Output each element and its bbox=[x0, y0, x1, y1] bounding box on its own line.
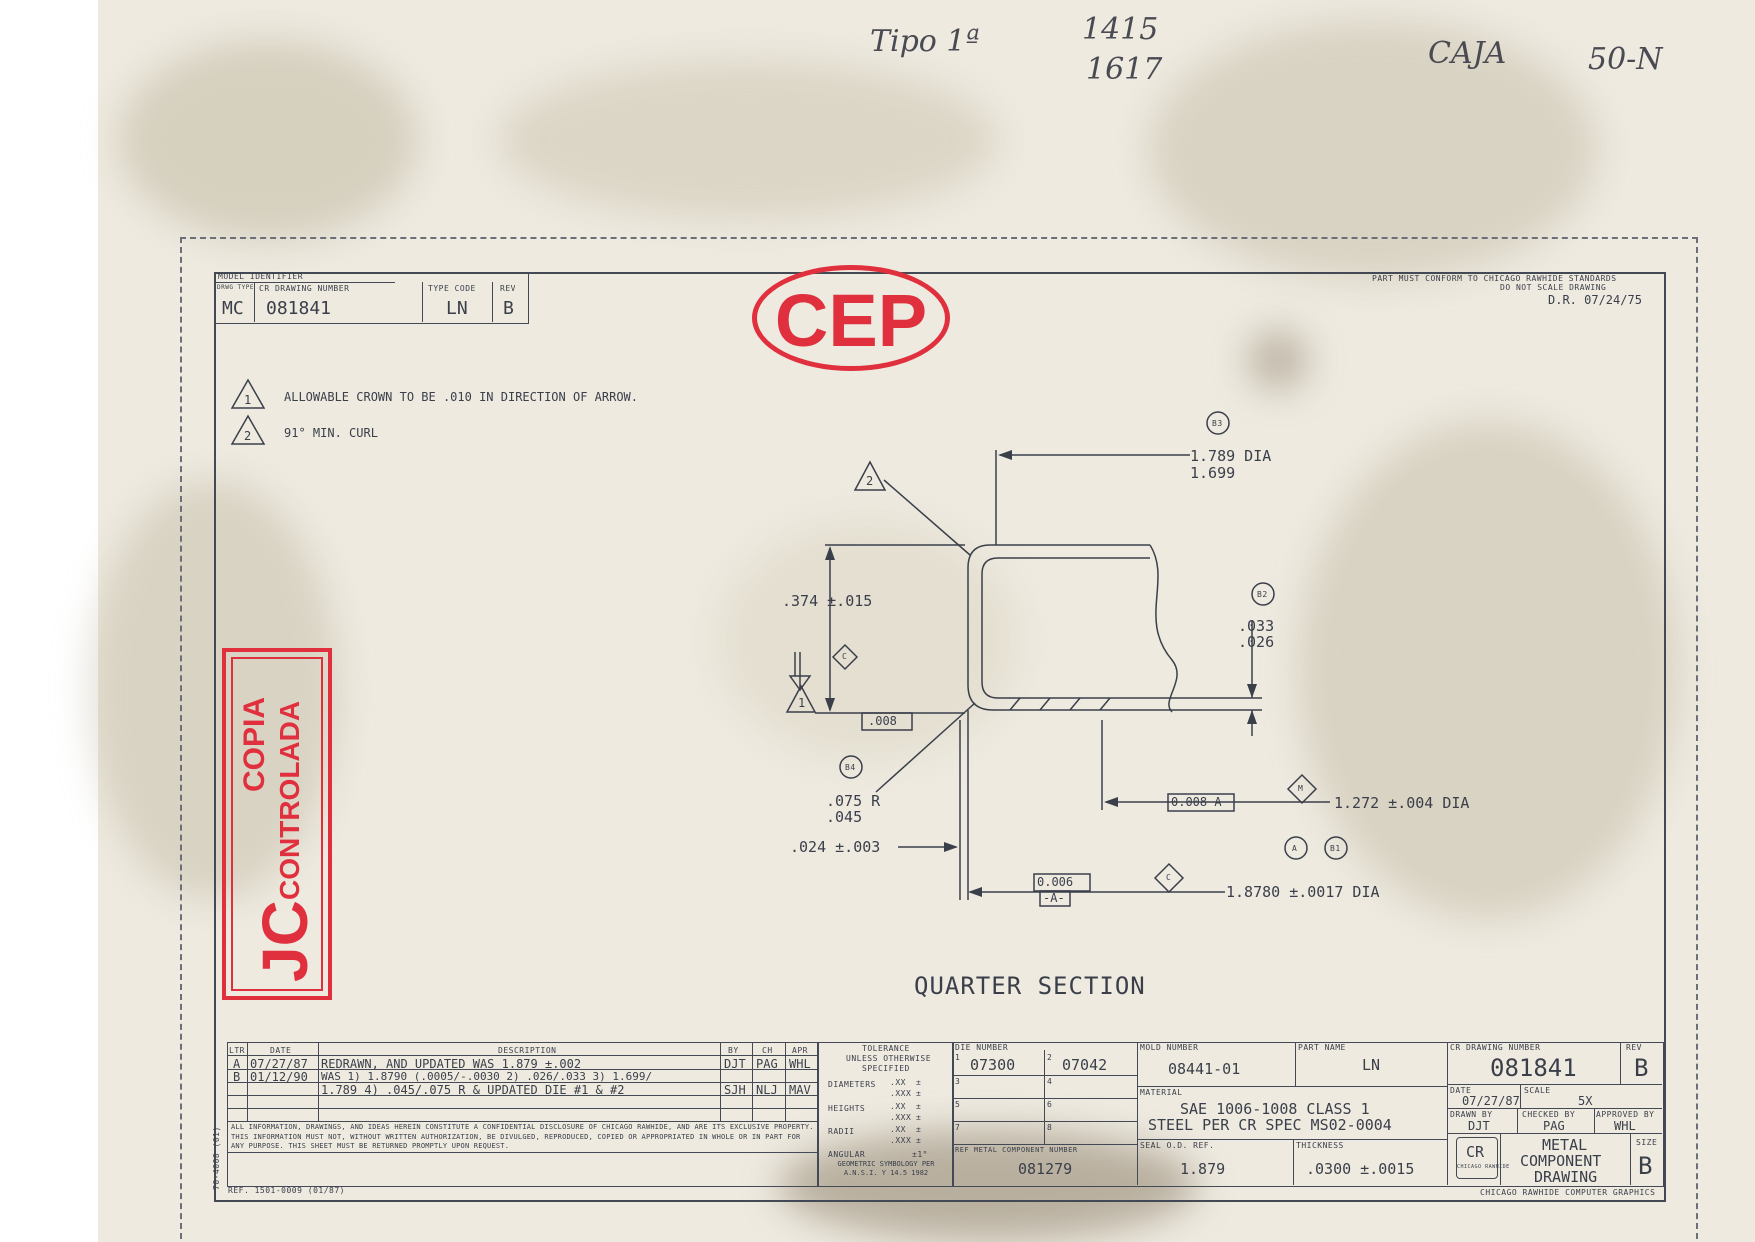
rev-header-date: DATE bbox=[270, 1046, 292, 1055]
hatch bbox=[1010, 698, 1020, 710]
part-profile-outer bbox=[968, 545, 1150, 710]
rev-a-apr: WHL bbox=[789, 1057, 811, 1071]
rev-b-apr: MAV bbox=[789, 1083, 811, 1097]
tol-pm-5: ± bbox=[916, 1125, 922, 1134]
tol-sub1: UNLESS OTHERWISE bbox=[846, 1054, 932, 1063]
type-code: LN bbox=[446, 298, 468, 319]
doc-type-2: COMPONENT bbox=[1520, 1152, 1602, 1170]
die-num-4: 4 bbox=[1047, 1077, 1053, 1086]
die-num-7: 7 bbox=[955, 1123, 961, 1132]
date-label: DATE bbox=[1450, 1086, 1472, 1095]
tol-xxx-2: .XXX bbox=[890, 1136, 912, 1145]
dim-radius-045: .045 bbox=[826, 808, 863, 826]
tol-sub2: SPECIFIED bbox=[862, 1064, 910, 1073]
rev-label: REV bbox=[500, 284, 516, 293]
note-1-tri-num: 1 bbox=[798, 696, 806, 710]
dim-1699: 1.699 bbox=[1190, 464, 1236, 482]
mold-number-label: MOLD NUMBER bbox=[1140, 1043, 1199, 1052]
model-identifier-label: MODEL IDENTIFIER bbox=[218, 272, 304, 281]
tol-angular: ANGULAR bbox=[828, 1150, 866, 1159]
stamp-logo: JC bbox=[249, 900, 321, 982]
die-2: 07042 bbox=[1062, 1056, 1108, 1074]
rev-b-desc-1: WAS 1) 1.8790 (.0005/-.0030 2) .026/.033 3) 1.699/ bbox=[321, 1070, 653, 1083]
tol-pm-1: ± bbox=[916, 1078, 922, 1087]
dim-374: .374 ±.015 bbox=[782, 592, 873, 610]
ref-code: REF. 1501-0009 (01/87) bbox=[228, 1186, 345, 1195]
tol-xx-2: .XX bbox=[890, 1102, 906, 1111]
c-marker-label: C bbox=[842, 652, 848, 661]
section-title: QUARTER SECTION bbox=[914, 972, 1146, 1000]
rev-header-by: BY bbox=[728, 1046, 739, 1055]
tol-diameters: DIAMETERS bbox=[828, 1080, 876, 1089]
controlled-copy-stamp bbox=[222, 648, 332, 1000]
tb-rev: B bbox=[1634, 1054, 1649, 1082]
confidential-notice: ALL INFORMATION, DRAWINGS, AND IDEAS HEREIN CONSTITUTE A CONFIDENTIAL DISCLOSURE OF CHICAGO RAWHIDE, AND ARE ITS EXCLUSIVE PROPERTY. THIS INFORMATION MUST NOT, WITHOUT WRITTEN AUTHORIZATION, BE DIVULGED, REPRODUCED, COPIED OR APPROPRIATED IN WHOLE OR IN PART FOR ANY PURPOSE. THIS SHEET MUST BE RETURNED PROMPTLY UPON REQUEST. bbox=[231, 1123, 814, 1150]
die-num-5: 5 bbox=[955, 1100, 961, 1109]
die-num-2: 2 bbox=[1047, 1053, 1053, 1062]
drawn-by-label: DRAWN BY bbox=[1450, 1110, 1493, 1119]
material-label: MATERIAL bbox=[1140, 1088, 1183, 1097]
tol-angular-val: ±1° bbox=[912, 1150, 928, 1159]
tol-title: TOLERANCE bbox=[862, 1044, 910, 1053]
approved-by: WHL bbox=[1614, 1119, 1636, 1133]
drw-type: MC bbox=[222, 298, 244, 319]
tol-xxxx: .XXX bbox=[890, 1113, 912, 1122]
type-code-label: TYPE CODE bbox=[428, 284, 476, 293]
tb-rev-label: REV bbox=[1626, 1043, 1642, 1052]
logo-sub: CHICAGO RAWHIDE bbox=[1457, 1164, 1510, 1170]
rev-header-ch: CH bbox=[762, 1046, 773, 1055]
handwritten-caja: CAJA bbox=[1428, 36, 1507, 71]
die-number-label: DIE NUMBER bbox=[955, 1043, 1009, 1052]
part-name-label: PART NAME bbox=[1298, 1043, 1346, 1052]
handwritten-tipo: Tipo 1ª bbox=[870, 24, 980, 59]
tol-xx-1: .XX bbox=[890, 1078, 906, 1087]
tol-pm-3: ± bbox=[916, 1102, 922, 1111]
dim-radius-075: .075 R bbox=[826, 792, 881, 810]
die-num-1: 1 bbox=[955, 1053, 961, 1062]
perp-value: 0.006 bbox=[1037, 875, 1074, 889]
rev-b-ltr: B bbox=[233, 1070, 241, 1084]
cep-text: CEP bbox=[774, 279, 928, 362]
handwritten-num1: 1415 bbox=[1082, 12, 1159, 47]
part-profile-inner bbox=[982, 558, 1150, 698]
dim-026: .026 bbox=[1238, 633, 1275, 651]
size: B bbox=[1638, 1152, 1653, 1180]
material-line-1: SAE 1006-1008 CLASS 1 bbox=[1180, 1100, 1370, 1118]
rev: B bbox=[503, 298, 514, 319]
scale-label: SCALE bbox=[1524, 1086, 1551, 1095]
thickness-label: THICKNESS bbox=[1296, 1141, 1344, 1150]
logo-text: CR bbox=[1466, 1143, 1485, 1161]
tb-cr-drawing-number: 081841 bbox=[1490, 1054, 1577, 1082]
balloon-b1-label: B1 bbox=[1330, 844, 1341, 853]
balloon-b2-label: B2 bbox=[1257, 590, 1268, 599]
drw-type-label: DRWG TYPE bbox=[217, 284, 255, 291]
conform-line-1: PART MUST CONFORM TO CHICAGO RAWHIDE STANDARDS bbox=[1372, 274, 1617, 283]
side-code: 70-4008 (01) bbox=[212, 1126, 221, 1190]
rev-b-ch: NLJ bbox=[756, 1083, 778, 1097]
chicago-rawhide-logo bbox=[1456, 1137, 1510, 1179]
rev-a-date: 07/27/87 bbox=[250, 1057, 308, 1071]
c-marker-2-label: C bbox=[1166, 873, 1172, 882]
conform-line-2: DO NOT SCALE DRAWING bbox=[1500, 283, 1607, 292]
rev-a-desc: REDRAWN, AND UPDATED WAS 1.879 ±.002 bbox=[321, 1057, 582, 1071]
tol-pm-6: ± bbox=[916, 1136, 922, 1145]
tb-footer: CHICAGO RAWHIDE COMPUTER GRAPHICS bbox=[1480, 1188, 1656, 1197]
stamp-copia: COPIA bbox=[238, 696, 271, 792]
material-line-2: STEEL PER CR SPEC MS02-0004 bbox=[1148, 1116, 1392, 1134]
tol-pm-4: ± bbox=[916, 1113, 922, 1122]
size-label: SIZE bbox=[1636, 1138, 1658, 1147]
note-2-leader bbox=[884, 480, 970, 555]
seal-od: 1.879 bbox=[1180, 1160, 1226, 1178]
rev-a-ltr: A bbox=[233, 1057, 241, 1071]
datum-a: -A- bbox=[1043, 891, 1065, 905]
ref-metal-label: REF METAL COMPONENT NUMBER bbox=[955, 1146, 1078, 1154]
hatch bbox=[1070, 698, 1080, 710]
note-1-num: 1 bbox=[244, 393, 252, 407]
stamp-controlada: CONTROLADA bbox=[274, 700, 305, 900]
rev-header-ltr: LTR bbox=[229, 1046, 245, 1055]
dim-1272-dia: 1.272 ±.004 DIA bbox=[1334, 794, 1470, 812]
break-line bbox=[1150, 545, 1177, 712]
hatch bbox=[1040, 698, 1050, 710]
dim-024: .024 ±.003 bbox=[790, 838, 881, 856]
mold-number: 08441-01 bbox=[1168, 1060, 1241, 1078]
note-2-num: 2 bbox=[244, 429, 252, 443]
die-1: 07300 bbox=[970, 1056, 1016, 1074]
note-1-text: ALLOWABLE CROWN TO BE .010 IN DIRECTION OF ARROW. bbox=[284, 390, 639, 404]
cr-drawing-number: 081841 bbox=[266, 298, 332, 319]
rev-header-apr: APR bbox=[792, 1046, 808, 1055]
die-num-6: 6 bbox=[1047, 1100, 1053, 1109]
rev-a-by: DJT bbox=[724, 1057, 746, 1071]
tol-geometric: GEOMETRIC SYMBOLOGY PER A.N.S.I. Y 14.5 1982 bbox=[837, 1160, 935, 1177]
doc-type-3: DRAWING bbox=[1534, 1168, 1598, 1186]
note-2-tri-num: 2 bbox=[866, 474, 874, 488]
tb-cr-drawing-number-label: CR DRAWING NUMBER bbox=[1450, 1043, 1541, 1052]
seal-od-label: SEAL O.D. REF. bbox=[1140, 1141, 1215, 1150]
tol-xx-3: .XX bbox=[890, 1125, 906, 1134]
balloon-a-label: A bbox=[1292, 844, 1298, 853]
part-name: LN bbox=[1362, 1056, 1381, 1074]
tol-heights: HEIGHTS bbox=[828, 1104, 866, 1113]
handwritten-num2: 1617 bbox=[1086, 52, 1163, 87]
rev-header-description: DESCRIPTION bbox=[498, 1046, 557, 1055]
rev-b-desc-2: 1.789 4) .045/.075 R & UPDATED DIE #1 & #2 bbox=[321, 1083, 625, 1097]
checked-by: PAG bbox=[1543, 1119, 1565, 1133]
scale: 5X bbox=[1578, 1094, 1593, 1108]
rev-a-ch: PAG bbox=[756, 1057, 778, 1071]
rev-b-date: 01/12/90 bbox=[250, 1070, 308, 1084]
doc-type-1: METAL bbox=[1542, 1136, 1588, 1154]
tol-pm-2: ± bbox=[916, 1089, 922, 1098]
flatness-value: .008 bbox=[868, 714, 897, 728]
approved-by-label: APPROVED BY bbox=[1596, 1110, 1655, 1119]
tol-xxx-1: .XXX bbox=[890, 1089, 912, 1098]
tol-radii: RADII bbox=[828, 1127, 855, 1136]
checked-by-label: CHECKED BY bbox=[1522, 1110, 1576, 1119]
conform-line-3: D.R. 07/24/75 bbox=[1548, 293, 1642, 307]
die-num-8: 8 bbox=[1047, 1123, 1053, 1132]
runout-value: 0.008 A bbox=[1171, 795, 1222, 809]
cr-drawing-number-label: CR DRAWING NUMBER bbox=[259, 284, 350, 293]
balloon-b4-label: B4 bbox=[845, 763, 856, 772]
m-marker-label: M bbox=[1298, 784, 1304, 793]
hatch bbox=[1100, 698, 1110, 710]
rev-b-by: SJH bbox=[724, 1083, 746, 1097]
ref-metal: 081279 bbox=[1018, 1160, 1073, 1178]
dim-18780-dia: 1.8780 ±.0017 DIA bbox=[1226, 883, 1380, 901]
die-num-3: 3 bbox=[955, 1077, 961, 1086]
note-2-text: 91° MIN. CURL bbox=[284, 426, 378, 440]
balloon-b3-label: B3 bbox=[1212, 419, 1223, 428]
dim-033: .033 bbox=[1238, 617, 1275, 635]
date: 07/27/87 bbox=[1462, 1094, 1520, 1108]
thickness: .0300 ±.0015 bbox=[1306, 1160, 1415, 1178]
handwritten-code: 50-N bbox=[1588, 42, 1663, 77]
drawn-by: DJT bbox=[1468, 1119, 1490, 1133]
dim-1789-dia: 1.789 DIA bbox=[1190, 447, 1272, 465]
